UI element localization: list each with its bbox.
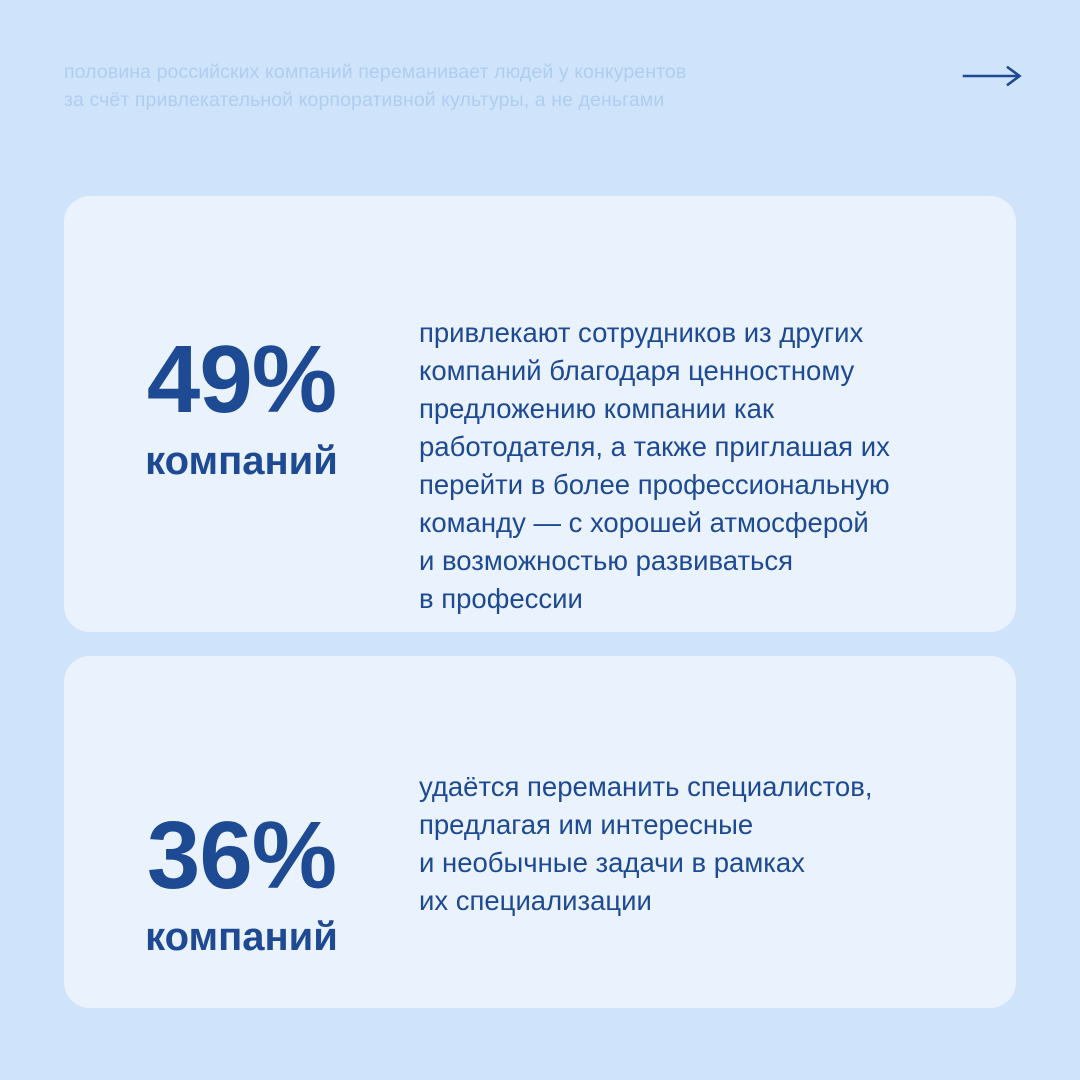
stat-description	[419, 768, 872, 920]
stat-card-inner	[64, 656, 1016, 1008]
stat-description	[419, 314, 890, 618]
stat-card	[64, 196, 1016, 632]
stat-label: компаний	[145, 915, 338, 959]
header-subtitle-line-1: половина российских компаний переманивает людей у конкурентов	[64, 61, 687, 83]
stat-card-inner	[64, 196, 1016, 632]
stat-block	[64, 314, 419, 482]
stat-block	[64, 768, 419, 958]
stat-label: компаний	[145, 439, 338, 483]
arrow-right-icon[interactable]	[962, 64, 1024, 88]
stat-description-line: удаётся переманить специалистов,	[419, 771, 873, 802]
stat-value: 36%	[146, 802, 337, 909]
stat-description-line: предложению компании как	[419, 393, 775, 424]
stat-description-line: работодателя, а также приглашая их	[419, 431, 890, 462]
header-subtitle	[64, 58, 686, 114]
stat-description-line: привлекают сотрудников из других	[419, 317, 864, 348]
stat-value: 49%	[146, 326, 337, 433]
stat-description-line: и необычные задачи в рамках	[419, 847, 805, 878]
stat-description-line: их специализации	[419, 885, 652, 916]
stat-description-line: и возможностью развиваться	[419, 545, 794, 576]
stat-description-line: команду — с хорошей атмосферой	[419, 507, 869, 538]
stat-card	[64, 656, 1016, 1008]
page-header	[64, 58, 1024, 114]
stat-description-line: в профессии	[419, 583, 583, 614]
stat-description-line: компаний благодаря ценностному	[419, 355, 855, 386]
stat-description-line: предлагая им интересные	[419, 809, 754, 840]
stat-description-line: перейти в более профессиональную	[419, 469, 890, 500]
header-subtitle-line-2: за счёт привлекательной корпоративной культуры, а не деньгами	[64, 89, 665, 111]
